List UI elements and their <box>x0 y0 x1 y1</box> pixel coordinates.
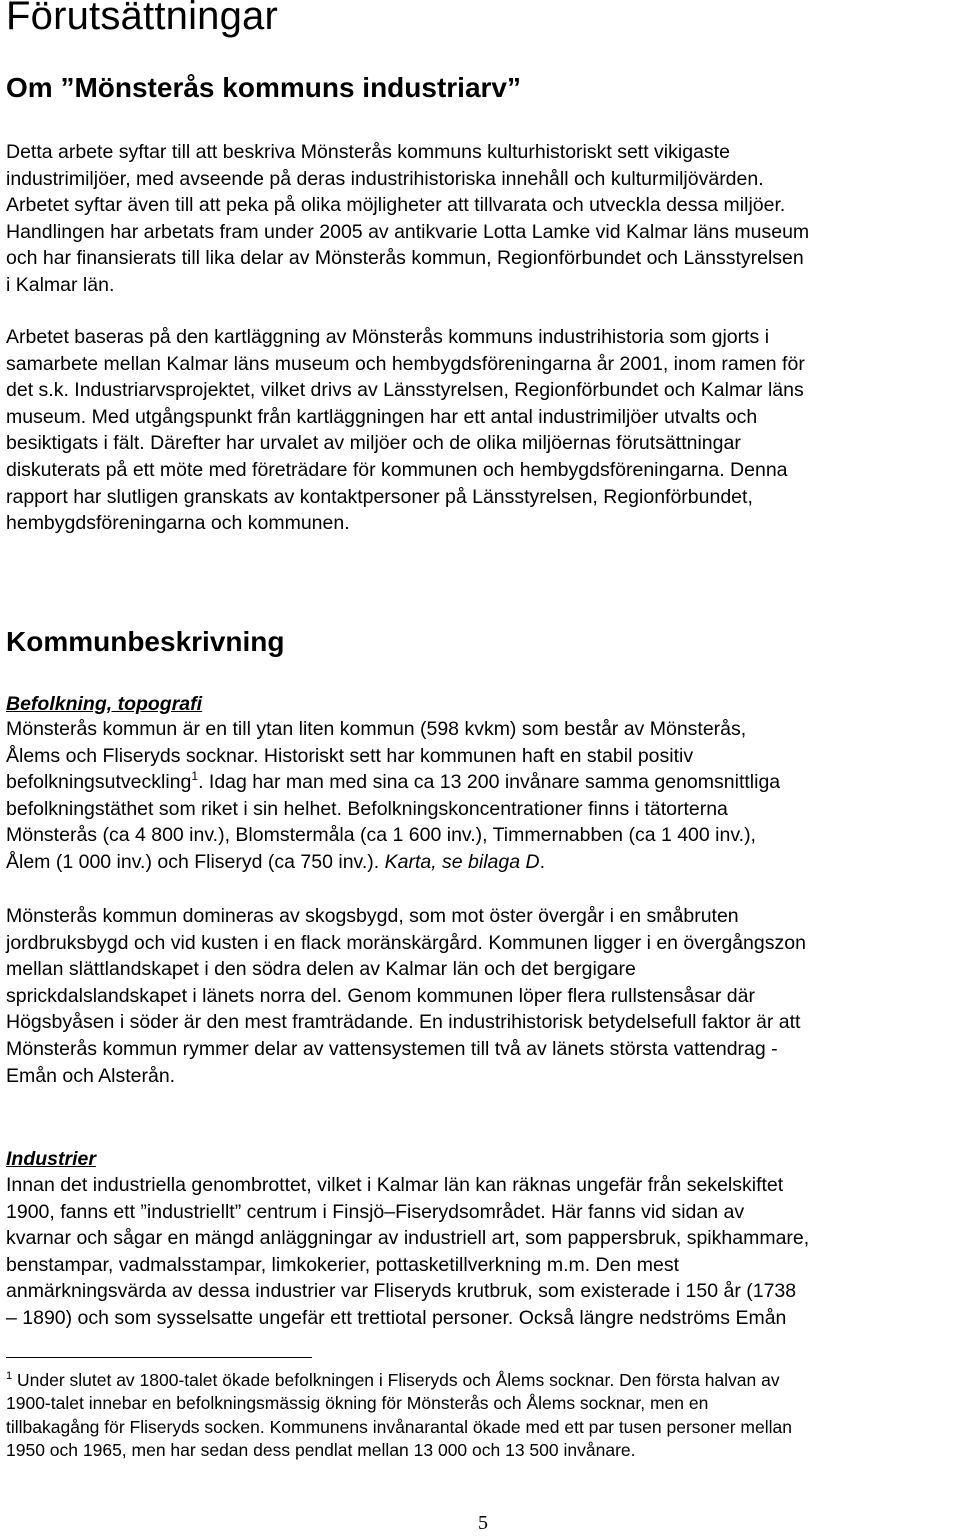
text-line: Arbetet syftar även till att peka på olika möjligheter att tillvarata och utveckla dessa miljöer. <box>6 194 786 217</box>
text-line <box>6 769 956 796</box>
section-heading-industriarv: Om ”Mönsterås kommuns industriarv” <box>6 72 522 103</box>
text-line: jordbruksbygd och vid kusten i en flack moränskärgård. Kommunen ligger i en övergångszon <box>6 931 806 954</box>
footnote-line: tillbakagång för Fliseryds socken. Kommunens invånarantal ökade med ett par tusen personer mellan <box>6 1416 792 1437</box>
text-line: i Kalmar län. <box>6 273 115 296</box>
page-title: Förutsättningar <box>6 0 279 38</box>
method-paragraph <box>6 324 956 537</box>
text-line: Mönsterås kommun rymmer delar av vattensystemen till två av länets största vattendrag - <box>6 1037 778 1060</box>
industries-paragraph <box>6 1172 956 1332</box>
page-number: 5 <box>478 1512 488 1534</box>
text-line: Innan det industriella genombrottet, vilket i Kalmar län kan räknas ungefär från sekelskiftet <box>6 1174 784 1196</box>
text-line: Handlingen har arbetats fram under 2005 av antikvarie Lotta Lamke vid Kalmar läns museum <box>6 220 810 243</box>
text-line: befolkningstäthet som riket i sin helhet. Befolkningskoncentrationer finns i tätorterna <box>6 797 728 820</box>
population-paragraph <box>6 716 956 876</box>
text-line: besiktigats i fält. Därefter har urvalet av miljöer och de olika miljöernas förutsättningar <box>6 432 741 455</box>
text-line: Mönsterås kommun är en till ytan liten kommun (598 kvkm) som består av Mönsterås, <box>6 718 747 740</box>
map-reference: Karta, se bilaga D <box>384 850 540 873</box>
text-line: industrimiljöer, med avseende på deras industrihistoriska innehåll och kulturmiljövärden. <box>6 167 764 190</box>
footnote <box>6 1369 956 1463</box>
footnote-line: 1950 och 1965, men har sedan dess pendlat mellan 13 000 och 13 500 invånare. <box>6 1440 636 1461</box>
text-line: Detta arbete syftar till att beskriva Mönsterås kommuns kulturhistoriskt sett vikigaste <box>6 141 730 163</box>
text-fragment: Ålem (1 000 inv.) och Fliseryd (ca 750 inv.). <box>6 850 385 873</box>
text-fragment: befolkningsutveckling <box>6 771 192 794</box>
text-line <box>6 849 956 876</box>
text-line: samarbete mellan Kalmar läns museum och hembygdsföreningarna år 2001, inom ramen för <box>6 352 805 375</box>
text-line: museum. Med utgångspunkt från kartläggningen har ett antal industrimiljöer utvalts och <box>6 405 758 428</box>
text-line: Mönsterås (ca 4 800 inv.), Blomstermåla (ca 1 600 inv.), Timmernabben (ca 1 400 inv.), <box>6 824 756 847</box>
subheading-befolkning: Befolkning, topografi <box>6 693 203 715</box>
footnote-line <box>6 1369 956 1392</box>
subheading-industrier: Industrier <box>6 1148 96 1170</box>
text-line: Ålems och Fliseryds socknar. Historiskt sett har kommunen haft en stabil positiv <box>6 744 694 767</box>
text-line: kvarnar och sågar en mängd anläggningar av industriell art, som pappersbruk, spikhammare, <box>6 1227 810 1250</box>
text-line: rapport har slutligen granskats av kontaktpersoner på Länsstyrelsen, Regionförbundet, <box>6 485 753 508</box>
text-fragment: . <box>539 850 546 873</box>
text-line: Högsbyåsen i söder är den mest framträdande. En industrihistorisk betydelsefull faktor är att <box>6 1011 801 1034</box>
text-line: Mönsterås kommun domineras av skogsbygd, som mot öster övergår i en småbruten <box>6 905 739 927</box>
text-line: – 1890) och som sysselsatte ungefär ett trettiotal personer. Också längre nedströms Emån <box>6 1306 787 1329</box>
footnote-separator <box>6 1357 312 1358</box>
section-heading-kommunbeskrivning: Kommunbeskrivning <box>6 626 285 657</box>
text-fragment: . Idag har man med sina ca 13 200 invånare samma genomsnittliga <box>198 771 781 794</box>
text-line: det s.k. Industriarvsprojektet, vilket drivs av Länsstyrelsen, Regionförbundet och Kalmar läns <box>6 379 804 402</box>
text-line: sprickdalslandskapet i länets norra del. Genom kommunen löper flera rullstensåsar där <box>6 984 755 1007</box>
text-fragment: Under slutet av 1800-talet ökade befolkningen i Fliseryds och Ålems socknar. Den första halvan av <box>12 1370 780 1390</box>
text-line: diskuterats på ett möte med företrädare för kommunen och hembygdsföreningarna. Denna <box>6 458 788 481</box>
text-line: hembygdsföreningarna och kommunen. <box>6 512 350 535</box>
text-line: och har finansierats till lika delar av Mönsterås kommun, Regionförbundet och Länsstyrelsen <box>6 247 804 270</box>
intro-paragraph <box>6 139 956 299</box>
topography-paragraph <box>6 903 956 1089</box>
text-line: mellan slättlandskapet i den södra delen av Kalmar län och det bergigare <box>6 958 636 981</box>
footnote-reference: 1 <box>191 769 199 784</box>
text-line: anmärkningsvärda av dessa industrier var Fliseryds krutbruk, som existerade i 150 år (1738 <box>6 1280 797 1303</box>
footnote-marker: 1 <box>6 1370 13 1382</box>
footnote-line: 1900-talet innebar en befolkningsmässig ökning för Mönsterås och Ålems socknar, men en <box>6 1393 709 1414</box>
text-line: Emån och Alsterån. <box>6 1064 176 1087</box>
text-line: 1900, fanns ett ”industriellt” centrum i Finsjö–Fiserydsområdet. Här fanns vid sidan av <box>6 1200 745 1223</box>
text-line: benstampar, vadmalsstampar, limkokerier, pottasketillverkning m.m. Den mest <box>6 1253 680 1276</box>
text-line: Arbetet baseras på den kartläggning av Mönsterås kommuns industrihistoria som gjorts i <box>6 326 770 348</box>
